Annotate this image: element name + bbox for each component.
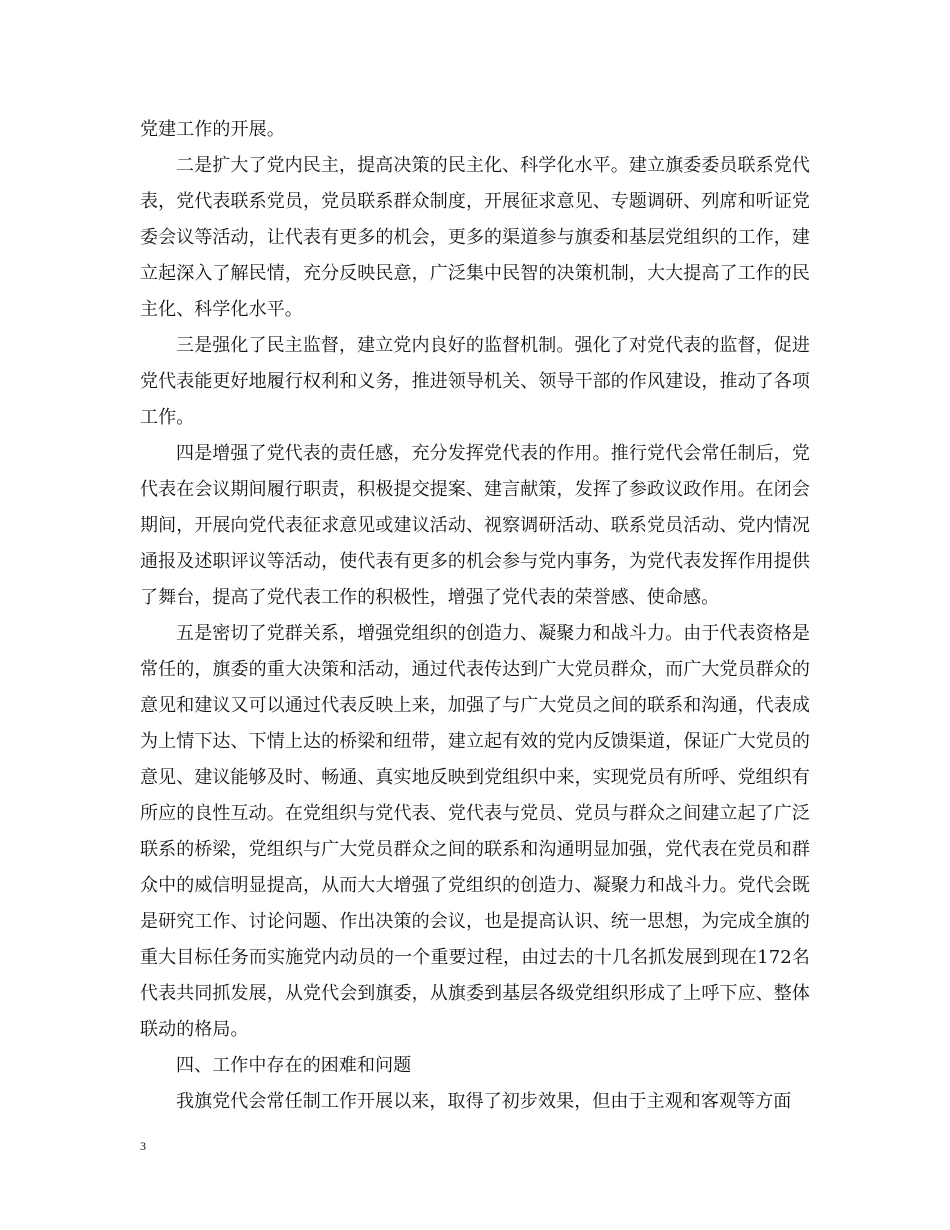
document-body [140,112,810,1120]
paragraph-problems-intro: 我旗党代会常任制工作开展以来，取得了初步效果，但由于主观和客观等方面 [176,1091,792,1112]
paragraph-continuation: 党建工作的开展。 [140,119,285,140]
section-heading: 四、工作中存在的困难和问题 [176,1055,412,1076]
paragraph-point-five: 五是密切了党群关系，增强党组织的创造力、凝聚力和战斗力。由于代表资格是常任的，旗委的重大决策和活动，通过代表传达到广大党员群众，而广大党员群众的意见和建议又可以通过代表反映上来，加强了与广大党员之间的联系和沟通，代表成为上情下达、下情上达的桥梁和纽带，建立起有效的党内反馈渠道，保证广大党员的意见、建议能够及时、畅通、真实地反映到党组织中来，实现党员有所呼、党组织有所应的良性互动。在党组织与党代表、党代表与党员、党员与群众之间建立起了广泛联系的桥梁，党组织与广大党员群众之间的联系和沟通明显加强，党代表在党员和群众中的威信明显提高，从而大大增强了党组织的创造力、凝聚力和战斗力。党代会既是研究工作、讨论问题、作出决策的会议，也是提高认识、统一思想，为完成全旗的重大目标任务而实施党内动员的一个重要过程，由过去的十几名抓发展到现在172名代表共同抓发展，从党代会到旗委，从旗委到基层各级党组织形成了上呼下应、整体联动的格局。 [140,623,810,1040]
paragraph-point-three: 三是强化了民主监督，建立党内良好的监督机制。强化了对党代表的监督，促进党代表能更好地履行权利和义务，推进领导机关、领导干部的作风建设，推动了各项工作。 [140,335,810,428]
paragraph-point-two: 二是扩大了党内民主，提高决策的民主化、科学化水平。建立旗委委员联系党代表，党代表联系党员，党员联系群众制度，开展征求意见、专题调研、列席和听证党委会议等活动，让代表有更多的机会，更多的渠道参与旗委和基层党组织的工作，建立起深入了解民情，充分反映民意，广泛集中民智的决策机制，大大提高了工作的民主化、科学化水平。 [140,155,810,320]
paragraph-point-four: 四是增强了党代表的责任感，充分发挥党代表的作用。推行党代会常任制后，党代表在会议期间履行职责，积极提交提案、建言献策，发挥了参政议政作用。在闭会期间，开展向党代表征求意见或建议活动、视察调研活动、联系党员活动、党内情况通报及述职评议等活动，使代表有更多的机会参与党内事务，为党代表发挥作用提供了舞台，提高了党代表工作的积极性，增强了党代表的荣誉感、使命感。 [140,443,810,608]
page-number: 3 [140,1139,146,1153]
